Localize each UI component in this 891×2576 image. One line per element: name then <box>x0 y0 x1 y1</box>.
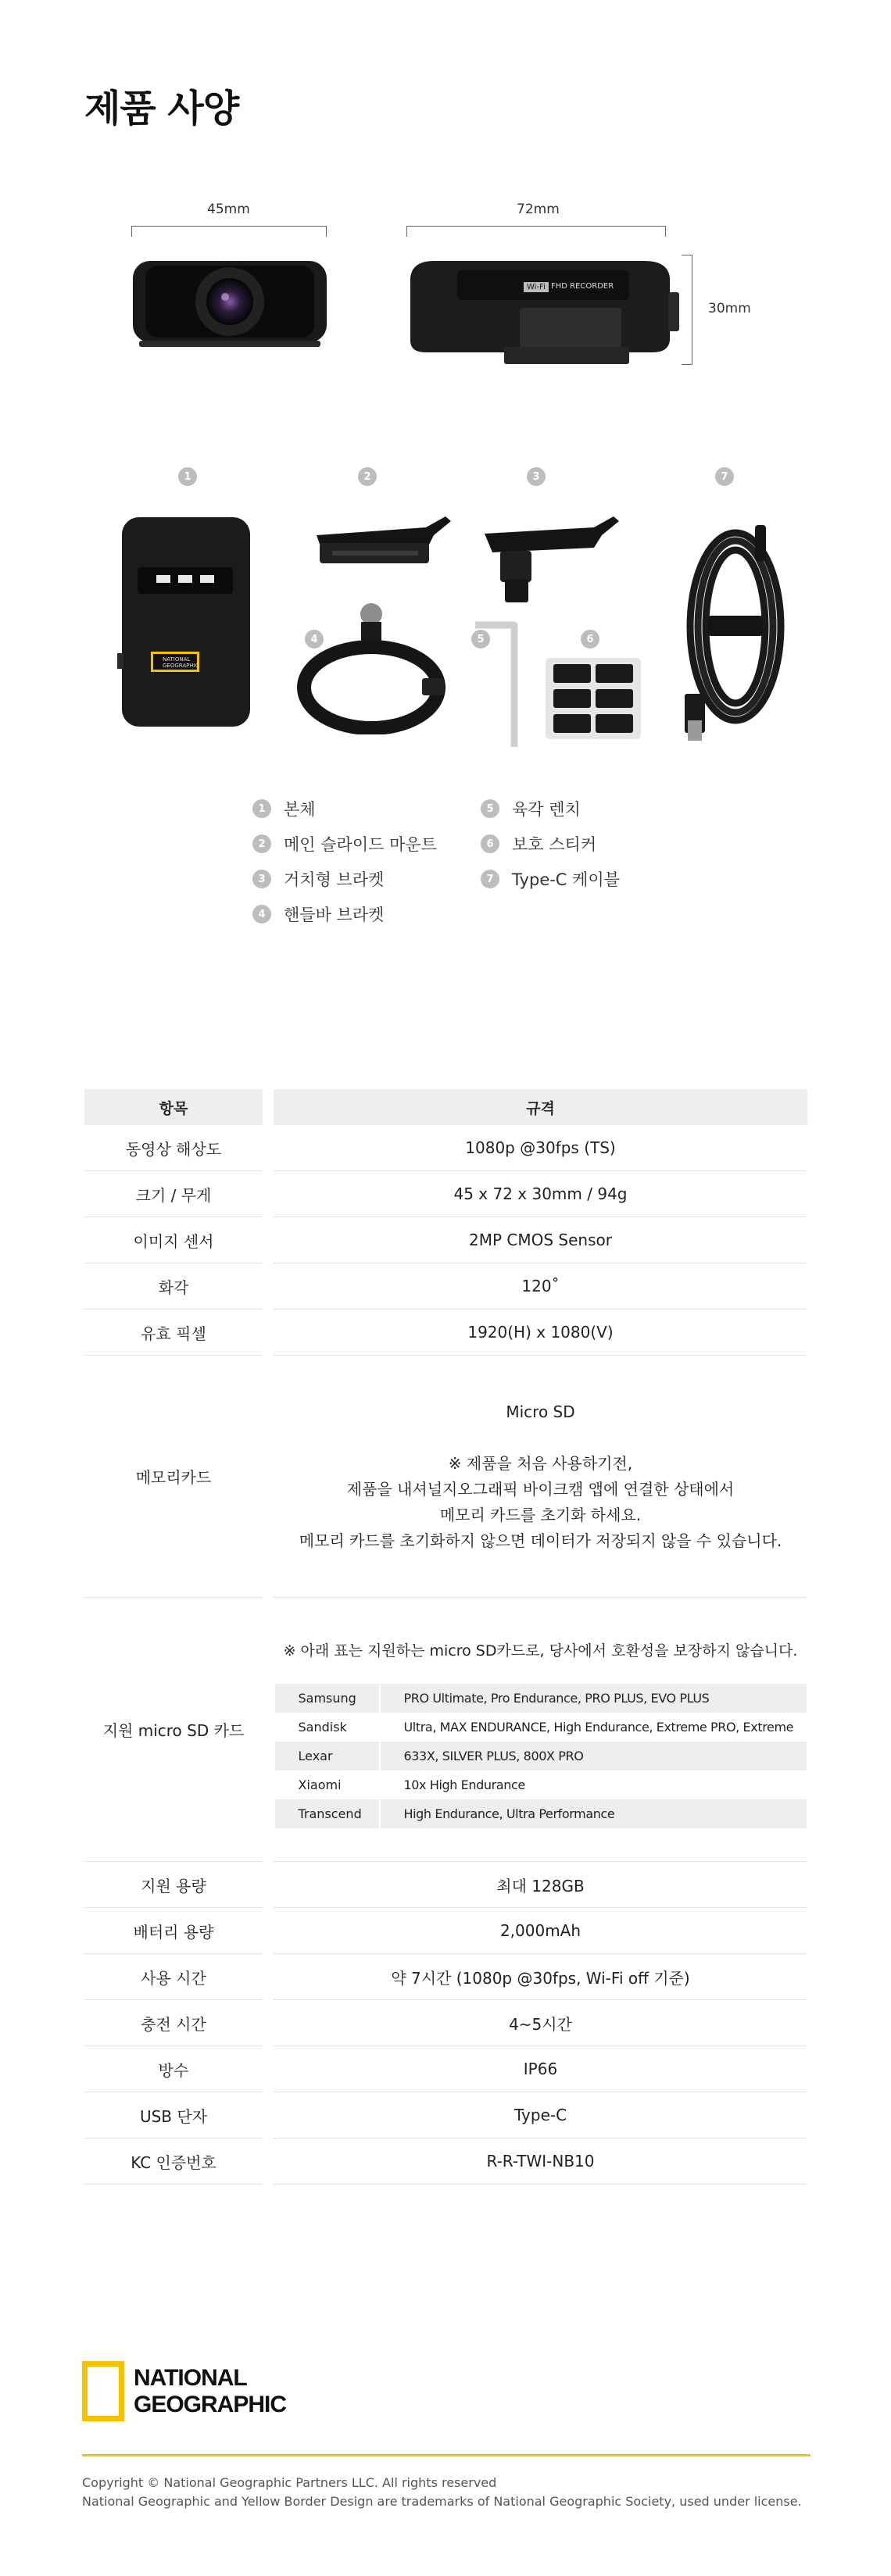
row-label: 이미지 센서 <box>84 1217 263 1263</box>
legend-label: 거치형 브라켓 <box>284 870 385 889</box>
spec-table-header <box>84 1089 807 1125</box>
slide-mount-image <box>309 512 457 577</box>
row-value: 2MP CMOS Sensor <box>274 1217 807 1263</box>
sd-card-brand: Transcend <box>298 1806 362 1821</box>
yellow-border-icon <box>82 2361 124 2421</box>
page-title: 제품 사양 <box>84 87 239 130</box>
row-value: R-R-TWI-NB10 <box>274 2138 807 2185</box>
table-row <box>84 1125 807 1171</box>
length-dimension-label: 72mm <box>517 202 560 217</box>
header-item: 항목 <box>84 1089 263 1125</box>
legend-item-2 <box>252 832 437 856</box>
row-value: 2,000mAh <box>274 1908 807 1954</box>
legend-item-5 <box>481 797 581 820</box>
memory-card-type: Micro SD <box>506 1402 575 1421</box>
memory-card-note: 메모리 카드를 초기화하지 않으면 데이터가 저장되지 않을 수 있습니다. <box>299 1531 782 1550</box>
table-row <box>84 2046 807 2092</box>
legend-label: 메인 슬라이드 마운트 <box>284 835 437 854</box>
row-value: 약 7시간 (1080p @30fps, Wi-Fi off 기준) <box>274 1954 807 2000</box>
fhd-recorder-label: FHD RECORDER <box>551 282 614 291</box>
table-row <box>84 1954 807 2000</box>
row-value: 120˚ <box>274 1263 807 1309</box>
row-value: 1080p @30fps (TS) <box>274 1125 807 1171</box>
component-badge-3: 3 <box>527 467 546 486</box>
national-geographic-logo <box>82 2361 286 2421</box>
legend-badge: 3 <box>252 870 271 888</box>
camera-front-image <box>131 255 328 352</box>
sd-card-models: High Endurance, Ultra Performance <box>379 1799 615 1828</box>
memory-card-note: ※ 제품을 처음 사용하기전, <box>448 1453 633 1473</box>
logo-line-1: NATIONAL <box>134 2364 247 2391</box>
sd-card-brand: Samsung <box>298 1690 356 1706</box>
sd-support-cell <box>274 1598 807 1862</box>
handlebar-bracket-image <box>297 602 453 738</box>
logo-line-2: GEOGRAPHIC <box>134 2391 287 2417</box>
table-row-sd-support <box>84 1598 807 1862</box>
component-badge-1: 1 <box>178 467 197 486</box>
width-dimension-line <box>131 226 327 237</box>
row-label: KC 인증번호 <box>84 2138 263 2185</box>
sd-card-row <box>275 1799 807 1828</box>
row-label: 동영상 해상도 <box>84 1125 263 1171</box>
row-label: 지원 용량 <box>84 1862 263 1908</box>
sd-card-models: 10x High Endurance <box>379 1770 525 1799</box>
table-row <box>84 1217 807 1263</box>
sd-card-row <box>275 1770 807 1799</box>
row-value: 최대 128GB <box>274 1862 807 1908</box>
sd-card-brand: Sandisk <box>298 1719 347 1735</box>
memory-card-note: 메모리 카드를 초기화 하세요. <box>439 1505 642 1524</box>
legend-badge: 6 <box>481 834 499 853</box>
legend-label: 육각 렌치 <box>512 800 581 819</box>
table-row <box>84 2138 807 2185</box>
row-label: 유효 픽셀 <box>84 1309 263 1356</box>
row-value: 45 x 72 x 30mm / 94g <box>274 1171 807 1217</box>
legend-item-6 <box>481 832 596 856</box>
bracket-image <box>477 512 625 609</box>
row-value: IP66 <box>274 2046 807 2092</box>
sd-support-note: ※ 아래 표는 지원하는 micro SD카드로, 당사에서 호환성을 보장하지 않습니다. <box>283 1642 798 1660</box>
row-label: 크기 / 무게 <box>84 1171 263 1217</box>
row-label: 메모리카드 <box>84 1356 263 1598</box>
wifi-badge: Wi-Fi <box>524 282 549 292</box>
sd-card-brand: Lexar <box>298 1748 333 1763</box>
protective-sticker-image <box>544 656 644 744</box>
logo-wordmark <box>134 2365 286 2418</box>
sd-card-models: 633X, SILVER PLUS, 800X PRO <box>379 1742 584 1770</box>
legend-badge: 2 <box>252 834 271 853</box>
legend-badge: 7 <box>481 870 499 888</box>
sd-card-table <box>275 1684 807 1828</box>
legend-label: 본체 <box>284 800 316 819</box>
row-label: 충전 시간 <box>84 2000 263 2046</box>
legend-item-1 <box>252 797 316 820</box>
copyright-line-1: Copyright © National Geographic Partners LLC. All rights reserved <box>82 2475 497 2490</box>
component-badge-2: 2 <box>358 467 377 486</box>
legend-item-7 <box>481 867 620 891</box>
table-row <box>84 1309 807 1356</box>
footer-divider <box>82 2454 810 2456</box>
legend-label: Type-C 케이블 <box>512 870 621 889</box>
row-value: 4~5시간 <box>274 2000 807 2046</box>
legend-badge: 1 <box>252 799 271 818</box>
memory-card-cell <box>274 1356 807 1598</box>
height-dimension-label: 30mm <box>708 301 751 316</box>
legend-badge: 5 <box>481 799 499 818</box>
legend-item-4 <box>252 902 384 926</box>
row-value: Type-C <box>274 2092 807 2138</box>
type-c-cable-image <box>677 509 794 747</box>
camera-side-image <box>403 255 684 371</box>
row-label: 방수 <box>84 2046 263 2092</box>
sd-card-row <box>275 1742 807 1770</box>
sd-card-row <box>275 1684 807 1713</box>
component-badge-6: 6 <box>581 630 599 648</box>
main-body-image <box>116 513 256 736</box>
legend-label: 보호 스티커 <box>512 835 597 854</box>
table-row <box>84 1263 807 1309</box>
main-body-logo-text: NATIONAL GEOGRAPHIC <box>163 656 199 669</box>
row-label: 사용 시간 <box>84 1954 263 2000</box>
memory-card-note: 제품을 내셔널지오그래픽 바이크캠 앱에 연결한 상태에서 <box>346 1479 735 1499</box>
sd-card-models: Ultra, MAX ENDURANCE, High Endurance, Extreme PRO, Extreme <box>379 1713 794 1742</box>
row-label: USB 단자 <box>84 2092 263 2138</box>
width-dimension-label: 45mm <box>207 202 250 217</box>
table-row <box>84 1862 807 1908</box>
table-row <box>84 1908 807 1954</box>
hex-wrench-image <box>469 609 531 753</box>
component-badge-5: 5 <box>471 630 490 648</box>
table-row-memory <box>84 1356 807 1598</box>
spec-table <box>84 1089 807 2185</box>
legend-label: 핸들바 브라켓 <box>284 906 385 924</box>
row-value: 1920(H) x 1080(V) <box>274 1309 807 1356</box>
component-badge-4: 4 <box>305 630 324 648</box>
copyright-text <box>82 2474 802 2511</box>
header-spec: 규격 <box>274 1089 807 1125</box>
row-label: 화각 <box>84 1263 263 1309</box>
legend-badge: 4 <box>252 905 271 924</box>
component-badge-7: 7 <box>715 467 734 486</box>
copyright-line-2: National Geographic and Yellow Border Design are trademarks of National Geographic Society, used under license. <box>82 2494 802 2509</box>
sd-card-row <box>275 1713 807 1742</box>
row-label: 지원 micro SD 카드 <box>84 1598 263 1862</box>
table-row <box>84 2000 807 2046</box>
length-dimension-line <box>406 226 666 237</box>
sd-card-models: PRO Ultimate, Pro Endurance, PRO PLUS, EVO PLUS <box>379 1684 710 1713</box>
legend-item-3 <box>252 867 384 891</box>
sd-card-brand: Xiaomi <box>298 1777 342 1792</box>
row-label: 배터리 용량 <box>84 1908 263 1954</box>
table-row <box>84 1171 807 1217</box>
table-row <box>84 2092 807 2138</box>
